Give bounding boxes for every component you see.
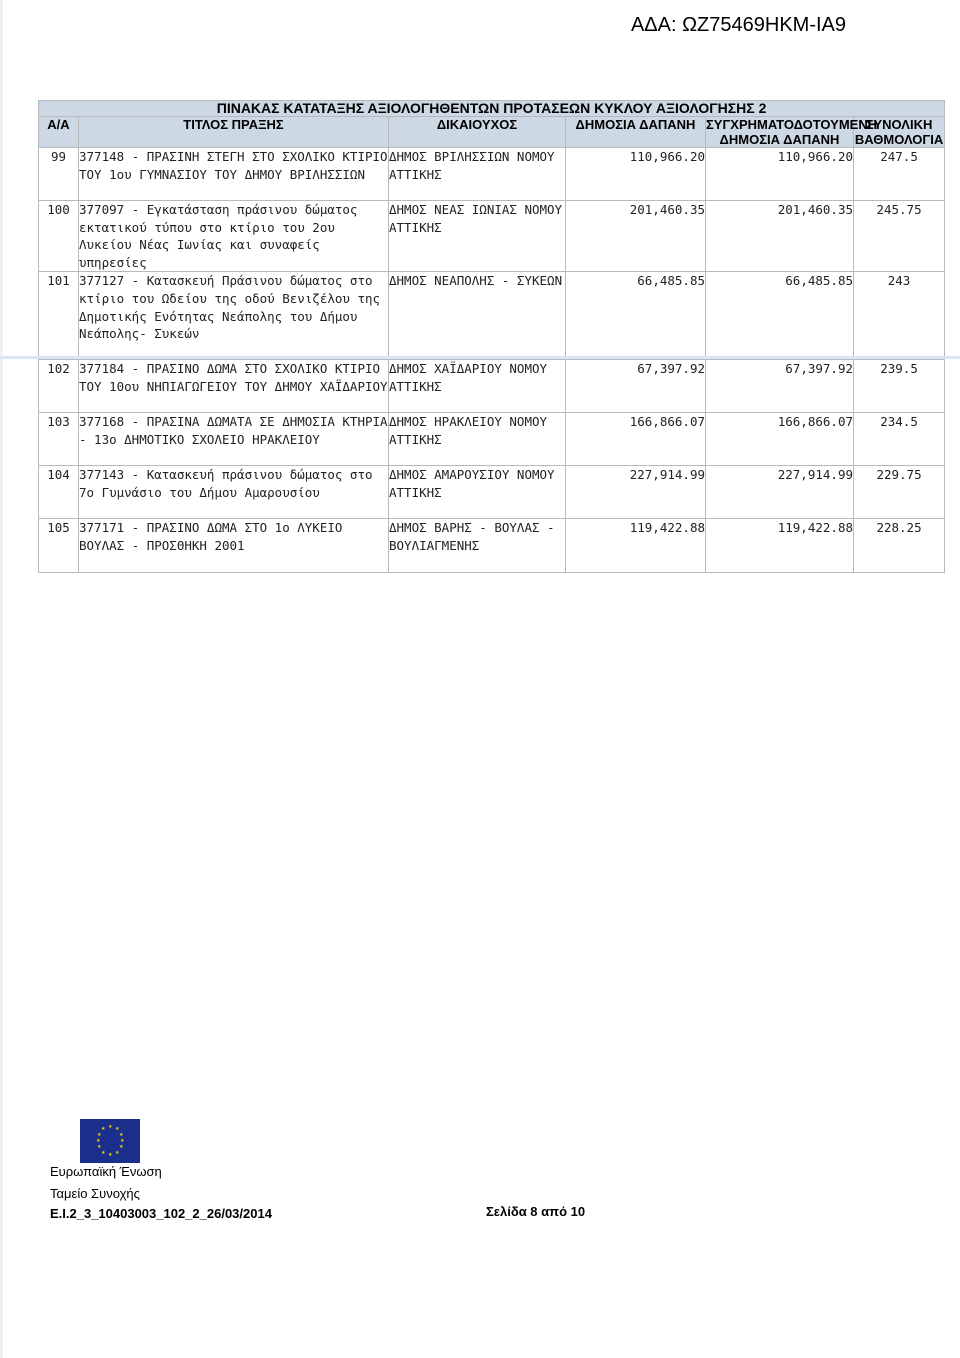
footer-eu: Ευρωπαϊκή Ένωση [50,1164,162,1179]
scan-artifact-line [0,356,960,359]
cell-public-expense: 119,422.88 [566,519,706,573]
header-title: ΤΙΤΛΟΣ ΠΡΑΞΗΣ [79,117,389,148]
cell-aa: 105 [39,519,79,573]
cell-beneficiary: ΔΗΜΟΣ ΝΕΑΠΟΛΗΣ - ΣΥΚΕΩΝ [389,272,566,360]
cell-beneficiary: ΔΗΜΟΣ ΗΡΑΚΛΕΙΟΥ ΝΟΜΟΥ ΑΤΤΙΚΗΣ [389,413,566,466]
header-funded-public-expense: ΣΥΓΧΡΗΜΑΤΟΔΟΤΟΥΜΕΝΗ ΔΗΜΟΣΙΑ ΔΑΠΑΝΗ [706,117,878,147]
cell-funded: 119,422.88 [706,519,854,573]
cell-public-expense: 110,966.20 [566,148,706,201]
footer-page: Σελίδα 8 από 10 [486,1204,586,1219]
header-beneficiary: ΔΙΚΑΙΟΥΧΟΣ [389,117,566,148]
cell-aa: 100 [39,201,79,272]
cell-aa: 102 [39,360,79,413]
ada-code: ΑΔΑ: ΩΖ75469ΗΚΜ-ΙΑ9 [630,14,846,36]
cell-aa: 99 [39,148,79,201]
cell-public-expense: 201,460.35 [566,201,706,272]
cell-title: 377127 - Κατασκευή Πράσινου δώματος στο κτίριο του Ωδείου της οδού Βενιζέλου της Δημοτικής Ενότητας Νεάπολης του Δήμου Νεάπολης- Συκεών [79,272,389,360]
ranking-table [38,100,945,573]
cell-beneficiary: ΔΗΜΟΣ ΒΑΡΗΣ - ΒΟΥΛΑΣ - ΒΟΥΛΙΑΓΜΕΝΗΣ [389,519,566,573]
cell-title: 377148 - ΠΡΑΣΙΝΗ ΣΤΕΓΗ ΣΤΟ ΣΧΟΛΙΚΟ ΚΤΙΡΙΟ ΤΟΥ 1ου ΓΥΜΝΑΣΙΟΥ ΤΟΥ ΔΗΜΟΥ ΒΡΙΛΗΣΣΙΩΝ [79,148,389,201]
cell-title: 377171 - ΠΡΑΣΙΝΟ ΔΩΜΑ ΣΤΟ 1ο ΛΥΚΕΙΟ ΒΟΥΛΑΣ - ΠΡΟΣΘΗΚΗ 2001 [79,519,389,573]
cell-funded: 227,914.99 [706,466,854,519]
cell-beneficiary: ΔΗΜΟΣ ΝΕΑΣ ΙΩΝΙΑΣ ΝΟΜΟΥ ΑΤΤΙΚΗΣ [389,201,566,272]
table-row [39,413,945,466]
cell-score: 239.5 [854,360,945,413]
cell-funded: 66,485.85 [706,272,854,360]
cell-title: 377184 - ΠΡΑΣΙΝΟ ΔΩΜΑ ΣΤΟ ΣΧΟΛΙΚΟ ΚΤΙΡΙΟ ΤΟΥ 10ου ΝΗΠΙΑΓΩΓΕΙΟΥ ΤΟΥ ΔΗΜΟΥ ΧΑΪΔΑΡΙΟΥ [79,360,389,413]
cell-funded: 166,866.07 [706,413,854,466]
header-aa: Α/Α [39,117,79,148]
scan-edge [0,0,3,1358]
cell-score: 245.75 [854,201,945,272]
table-row [39,360,945,413]
cell-funded: 110,966.20 [706,148,854,201]
cell-public-expense: 166,866.07 [566,413,706,466]
cell-title: 377143 - Κατασκευή πράσινου δώματος στο 7ο Γυμνάσιο του Δήμου Αμαρουσίου [79,466,389,519]
table-row [39,148,945,201]
cell-title: 377097 - Εγκατάσταση πράσινου δώματος εκτατικού τύπου στο κτίριο του 2ου Λυκείου Νέας Ιωνίας και συναφείς υπηρεσίες [79,201,389,272]
table-row [39,519,945,573]
eu-flag-icon: ★ ★ ★ ★ ★ ★ ★ ★ ★ ★ ★ ★ [80,1119,140,1163]
cell-funded: 201,460.35 [706,201,854,272]
header-public-expense: ΔΗΜΟΣΙΑ ΔΑΠΑΝΗ [566,117,706,148]
table-title-row [39,101,945,117]
cell-score: 247.5 [854,148,945,201]
cell-score: 229.75 [854,466,945,519]
cell-aa: 103 [39,413,79,466]
cell-title: 377168 - ΠΡΑΣΙΝΑ ΔΩΜΑΤΑ ΣΕ ΔΗΜΟΣΙΑ ΚΤΗΡΙΑ - 13ο ΔΗΜΟΤΙΚΟ ΣΧΟΛΕΙΟ ΗΡΑΚΛΕΙΟΥ [79,413,389,466]
column-header-row [39,117,945,148]
cell-aa: 101 [39,272,79,360]
cell-beneficiary: ΔΗΜΟΣ ΑΜΑΡΟΥΣΙΟΥ ΝΟΜΟΥ ΑΤΤΙΚΗΣ [389,466,566,519]
cell-public-expense: 227,914.99 [566,466,706,519]
cell-public-expense: 66,485.85 [566,272,706,360]
table-title: ΠΙΝΑΚΑΣ ΚΑΤΑΤΑΞΗΣ ΑΞΙΟΛΟΓΗΘΕΝΤΩΝ ΠΡΟΤΑΣΕΩΝ ΚΥΚΛΟΥ ΑΞΙΟΛΟΓΗΣΗΣ 2 [39,101,945,117]
cell-beneficiary: ΔΗΜΟΣ ΧΑΪΔΑΡΙΟΥ ΝΟΜΟΥ ΑΤΤΙΚΗΣ [389,360,566,413]
cell-aa: 104 [39,466,79,519]
cell-beneficiary: ΔΗΜΟΣ ΒΡΙΛΗΣΣΙΩΝ ΝΟΜΟΥ ΑΤΤΙΚΗΣ [389,148,566,201]
table-row [39,272,945,360]
header-total-score: ΣΥΝΟΛΙΚΗ ΒΑΘΜΟΛΟΓΙΑ [854,117,944,147]
table-row [39,201,945,272]
footer-fund: Ταμείο Συνοχής [50,1186,140,1201]
table-row [39,466,945,519]
cell-public-expense: 67,397.92 [566,360,706,413]
footer-code: E.I.2_3_10403003_102_2_26/03/2014 [50,1206,272,1221]
cell-score: 234.5 [854,413,945,466]
cell-funded: 67,397.92 [706,360,854,413]
cell-score: 228.25 [854,519,945,573]
cell-score: 243 [854,272,945,360]
